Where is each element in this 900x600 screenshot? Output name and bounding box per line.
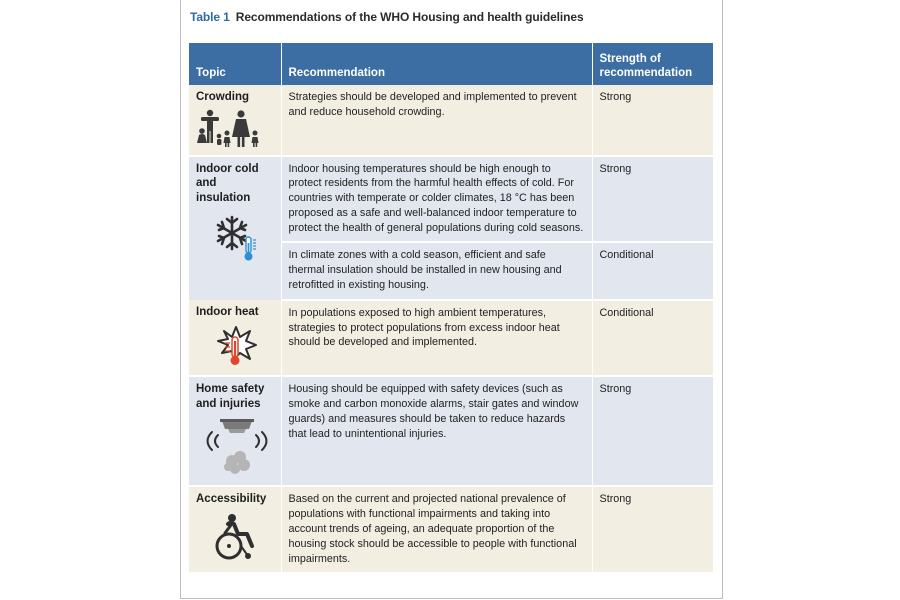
table-row	[189, 486, 713, 573]
caption-title: Recommendations of the WHO Housing and health guidelines	[235, 10, 584, 24]
recommendation-cell: Housing should be equipped with safety devices (such as smoke and carbon monoxide alarms, stair gates and window guards) and measures should be taken to reduce hazards that lead to unintentional injuries.	[281, 376, 592, 486]
recommendation-cell: In climate zones with a cold season, efficient and safe thermal insulation should be installed in new housing and retrofitted in existing housing.	[281, 242, 592, 299]
recommendation-cell: In populations exposed to high ambient temperatures, strategies to protect populations from excess indoor heat should be developed and implemented.	[281, 300, 592, 377]
snowflake-thermometer-icon	[212, 213, 272, 265]
recommendation-cell: Strategies should be developed and implemented to prevent and reduce household crowding.	[281, 85, 592, 156]
table-caption	[190, 10, 584, 24]
strength-cell: Strong	[592, 376, 713, 486]
header-recommendation: Recommendation	[281, 43, 592, 85]
topic-label: Indoor heat	[196, 305, 259, 318]
topic-cell	[189, 85, 281, 156]
topic-label: Crowding	[196, 91, 250, 103]
strength-cell: Strong	[592, 156, 713, 243]
topic-cell	[189, 156, 281, 300]
recommendation-cell: Indoor housing temperatures should be high enough to protect residents from the harmful health effects of cold. For countries with temperate or colder climates, 18 °C has been proposed as a safe and well-balanced indoor temperature to protect the health of general populations during cold seasons.	[281, 156, 592, 243]
strength-cell: Strong	[592, 85, 713, 156]
wheelchair-icon	[208, 513, 268, 563]
topic-cell	[189, 486, 281, 573]
table-row	[189, 85, 713, 156]
strength-cell: Conditional	[592, 300, 713, 377]
header-topic: Topic	[189, 43, 281, 85]
strength-cell: Conditional	[592, 242, 713, 299]
strength-cell: Strong	[592, 486, 713, 573]
topic-label: Accessibility	[196, 493, 267, 506]
heat-thermometer-icon	[210, 323, 270, 369]
table-row	[189, 376, 713, 486]
header-row	[189, 43, 713, 85]
table-row	[189, 156, 713, 243]
recommendation-cell: Based on the current and projected national prevalence of populations with functional impairments and taking into account trends of ageing, an adequate proportion of the housing stock should be accessible to people with functional impairments.	[281, 486, 592, 573]
topic-label: Indoor cold and insulation	[196, 162, 259, 204]
topic-cell	[189, 376, 281, 486]
recommendations-table	[189, 43, 713, 574]
caption-label: Table 1	[190, 10, 230, 24]
smoke-alarm-icon	[204, 417, 270, 479]
topic-label: Home safety and injuries	[196, 383, 265, 410]
topic-cell	[189, 300, 281, 377]
header-strength: Strength of recommendation	[592, 43, 713, 85]
table-row	[189, 300, 713, 377]
family-icon	[196, 109, 276, 149]
